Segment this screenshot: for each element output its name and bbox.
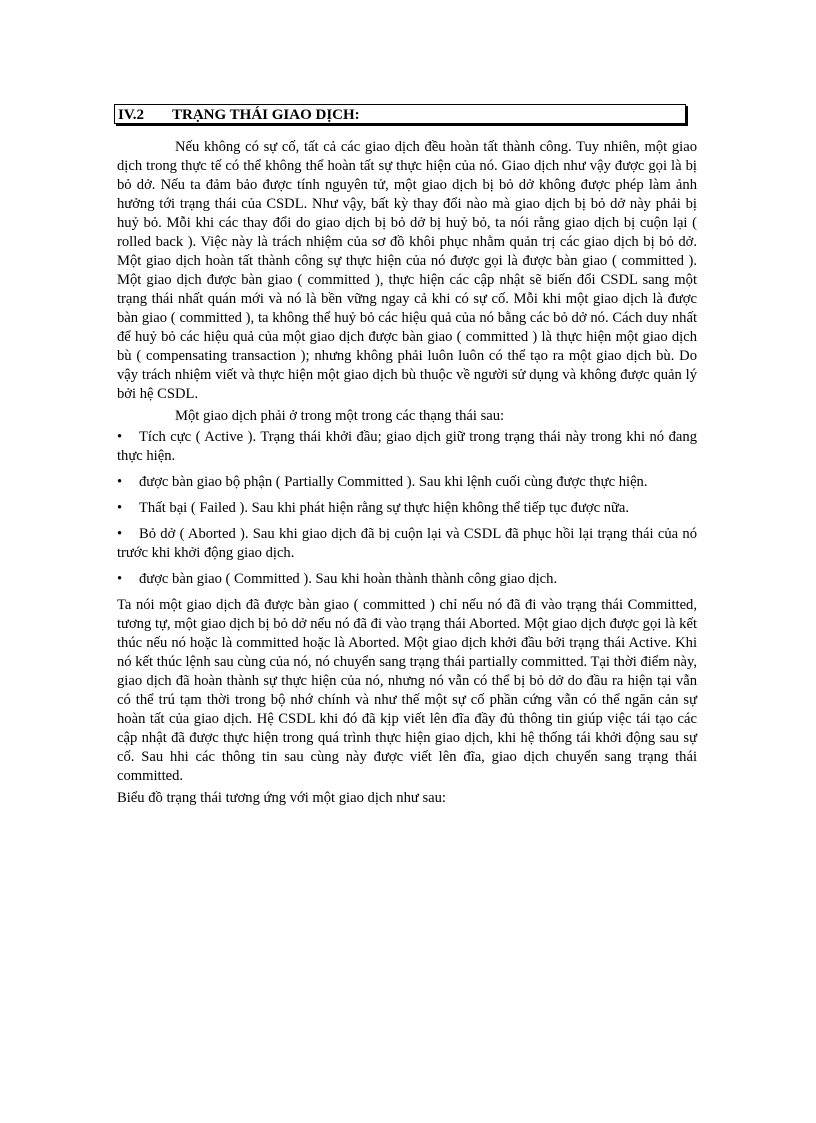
bullet-icon: •	[117, 526, 123, 542]
section-number: IV.2	[118, 107, 144, 123]
list-item	[117, 525, 697, 563]
paragraph-explanation: Ta nói một giao dịch đã được bàn giao ( committed ) chỉ nếu nó đã đi vào trạng thái Committed, tương tự, một giao dịch bị bỏ dở nếu nó đã đi vào trạng thái Aborted. Một giao dịch được gọi là kết thúc nếu nó hoặc là committed hoặc là Aborted. Một giao dịch khởi đầu bởi trạng thái Active. Khi nó kết thúc lệnh sau cùng của nó, nó chuyển sang trạng thái partially committed. Tại thời điểm này, giao dịch đã hoàn thành sự thực hiện của nó, nhưng nó vẫn có thể bị bỏ dở do đầu ra hiện tại vẫn có thể trú tạm thời trong bộ nhớ chính và như thế một sự cố phần cứng vẫn có thể ngăn cản sự hoàn tất của giao dịch. Hệ CSDL khi đó đã kịp viết lên đĩa đầy đủ thông tin giúp việc tái tạo các cập nhật đã được thực hiện trong quá trình thực hiện giao dịch, khi hệ thống tái khởi động sau sự cố. Sau hhi các thông tin sau cùng này được viết lên đĩa, giao dịch chuyển sang trạng thái committed.	[117, 597, 697, 784]
paragraph-states-intro: Một giao dịch phải ở trong một trong các thạng thái sau:	[175, 408, 505, 424]
list-item	[117, 570, 697, 589]
bullet-icon: •	[117, 429, 123, 445]
section-heading	[114, 104, 686, 124]
list-item-text: Thất bại ( Failed ). Sau khi phát hiện rằng sự thực hiện không thể tiếp tục được nữa.	[139, 500, 630, 516]
list-item-text: được bàn giao ( Committed ). Sau khi hoàn thành thành công giao dịch.	[139, 571, 558, 587]
list-item	[117, 428, 697, 466]
paragraph-intro: Nếu không có sự cố, tất cả các giao dịch đều hoàn tất thành công. Tuy nhiên, một giao dịch trong thực tế có thể không thể hoàn tất sự thực hiện của nó. Giao dịch như vậy được gọi là bị bỏ dở. Nếu ta đảm bảo được tính nguyên tử, một giao dịch bị bỏ dở không được phép làm ảnh hưởng tới trạng thái của CSDL. Như vậy, bất kỳ thay đổi nào mà giao dịch bị bỏ dở này phải bị huỷ bỏ. Mỗi khi các thay đổi do giao dịch bị bỏ dở bị huỷ bỏ, ta nói rằng giao dịch bị cuộn lại ( rolled back ). Việc này là trách nhiệm của sơ đồ khôi phục nhằm quản trị các giao dịch bị bỏ dở. Một giao dịch hoàn tất thành công sự thực hiện của nó được gọi là được bàn giao ( committed ). Một giao dịch được bàn giao ( committed ), thực hiện các cập nhật sẽ biến đổi CSDL sang một trạng thái nhất quán mới và nó là bền vững ngay cả khi có sự cố. Mỗi khi một giao dịch là được bàn giao ( committed ), ta không thể huỷ bỏ các hiệu quả của nó bằng các bỏ dở nó. Cách duy nhất để huỷ bỏ các hiệu quả của một giao dịch được bàn giao ( committed ) là thực hiện một giao dịch bù ( compensating transaction ); nhưng không phải luôn luôn có thể tạo ra một giao dịch bù. Do vậy trách nhiệm viết và thực hiện một giao dịch bù thuộc về người sử dụng và không được quản lý bởi hệ CSDL.	[117, 139, 697, 402]
document-page	[117, 104, 697, 808]
list-item	[117, 473, 697, 492]
list-item-text: Bỏ dở ( Aborted ). Sau khi giao dịch đã bị cuộn lại và CSDL đã phục hồi lại trạng thái của nó trước khi khởi động giao dịch.	[117, 526, 697, 561]
list-item-text: Tích cực ( Active ). Trạng thái khởi đầu; giao dịch giữ trong trạng thái này trong khi nó đang thực hiện.	[117, 429, 697, 464]
list-item	[117, 499, 697, 518]
list-item-text: được bàn giao bộ phận ( Partially Committed ). Sau khi lệnh cuối cùng được thực hiện.	[139, 474, 648, 490]
section-title: TRẠNG THÁI GIAO DỊCH:	[172, 107, 360, 123]
paragraph-diagram-intro: Biểu đồ trạng thái tương ứng với một giao dịch như sau:	[117, 790, 446, 806]
bullet-icon: •	[117, 571, 123, 587]
bullet-icon: •	[117, 500, 123, 516]
states-list	[117, 428, 697, 589]
bullet-icon: •	[117, 474, 123, 490]
